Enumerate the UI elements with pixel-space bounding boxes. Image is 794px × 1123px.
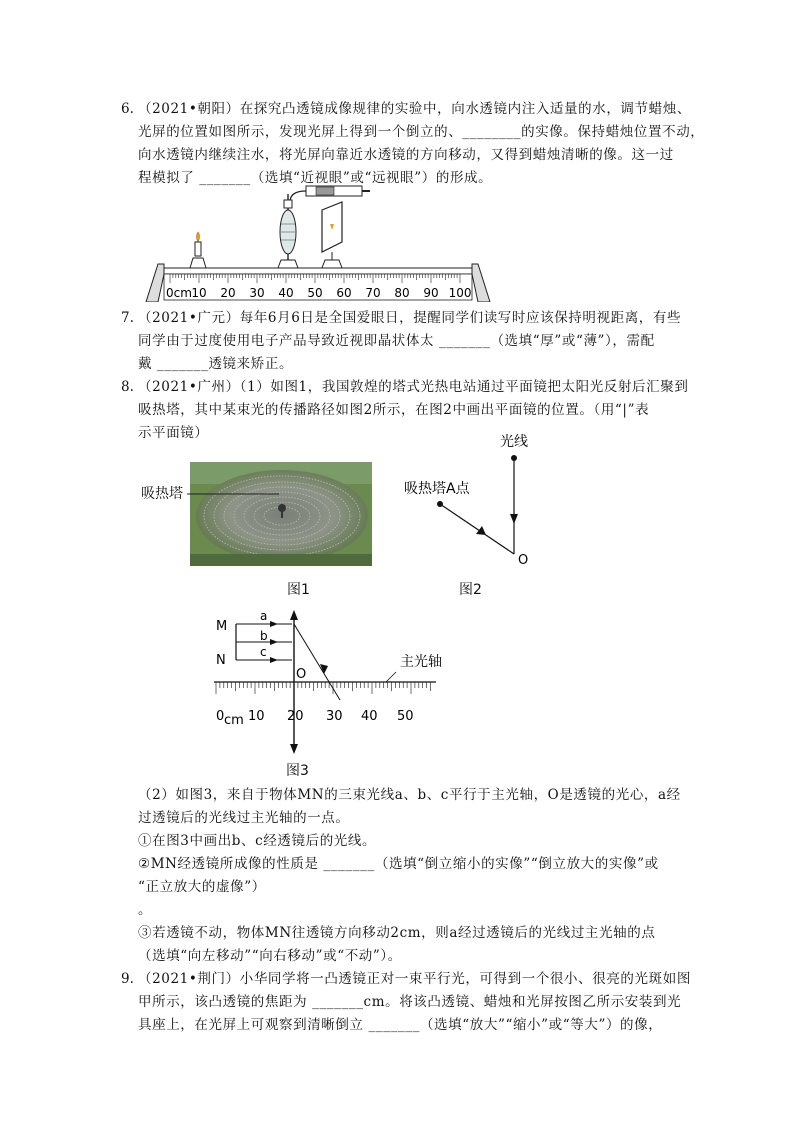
fig2-tower-label: 吸热塔A点 xyxy=(404,481,470,497)
fig3-cm: cm xyxy=(224,713,244,728)
fig3-b-label: b xyxy=(260,629,268,643)
q8-line-1: （2021•广州）（1）如图1，我国敦煌的塔式光热电站通过平面镜把太阳光反射后汇聚到 xyxy=(138,379,689,395)
q8-part2-line-8: （选填“向左移动”“向右移动”或“不动”）。 xyxy=(138,948,402,964)
fig1-tower-label: 吸热塔 xyxy=(141,486,183,502)
bench-label: 90 xyxy=(423,286,439,300)
fig3-10: 10 xyxy=(248,709,265,724)
bench-label: 70 xyxy=(365,286,381,300)
figure-2-ray-diagram xyxy=(400,430,550,570)
q7-line-2: 同学由于过度使用电子产品导致近视即晶状体太 _______（选填“厚”或“薄”），需配 xyxy=(138,333,655,349)
bench-label: 20 xyxy=(220,286,236,300)
bench-label: 60 xyxy=(336,286,352,300)
fig3-m-label: M xyxy=(216,619,228,634)
q9-line-2: 甲所示，该凸透镜的焦距为 _______cm。将该凸透镜、蜡烛和光屏按图乙所示安装到光 xyxy=(138,994,682,1010)
fig3-caption: 图3 xyxy=(286,763,309,779)
q8-part2-line-1: （2）如图3，来自于物体MN的三束光线a、b、c平行于主光轴，O是透镜的光心，a经 xyxy=(138,787,681,803)
bench-label: 100 xyxy=(448,286,472,300)
light-screen-icon xyxy=(322,202,342,268)
fig2-o-label: O xyxy=(518,553,529,568)
fig3-20: 20 xyxy=(287,709,304,724)
fig2-ray-label: 光线 xyxy=(500,434,528,450)
water-lens-icon xyxy=(278,194,298,268)
bench-label: 50 xyxy=(307,286,323,300)
q8-part2-line-4: ②MN经透镜所成像的性质是 _______（选填“倒立缩小的实像”“倒立放大的实像”或 xyxy=(138,856,659,872)
fig2-caption: 图2 xyxy=(459,582,482,598)
q8-part2-line-7: ③若透镜不动，物体MN往透镜方向移动2cm，则a经过透镜后的光线过主光轴的点 xyxy=(138,925,656,941)
candle-icon xyxy=(190,232,206,268)
fig3-50: 50 xyxy=(397,709,414,724)
syringe-icon xyxy=(290,186,370,202)
question-6-number: 6. xyxy=(121,101,134,117)
fig3-o-label: O xyxy=(296,667,307,682)
fig3-40: 40 xyxy=(361,709,378,724)
fig3-n-label: N xyxy=(216,653,226,668)
solar-field-photo xyxy=(190,462,372,566)
fig3-30: 30 xyxy=(326,709,343,724)
q8-part2-line-3: ①在图3中画出b、c经透镜后的光线。 xyxy=(138,833,377,849)
bench-label: 80 xyxy=(394,286,410,300)
fig3-a-label: a xyxy=(260,609,268,623)
question-8-number: 8. xyxy=(121,379,134,395)
q7-line-1: （2021•广元）每年6月6日是全国爱眼日，提醒同学们读写时应该保持明视距离，有些 xyxy=(138,310,682,326)
q9-line-1: （2021•荆门）小华同学将一凸透镜正对一束平行光，可得到一个很小、很亮的光斑如图 xyxy=(138,971,691,987)
fig1-leader-line xyxy=(185,486,285,506)
fig3-axis-label: 主光轴 xyxy=(400,654,442,670)
q9-line-3: 具座上，在光屏上可观察到清晰倒立 _______（选填“放大”“缩小”或“等大”）的像， xyxy=(138,1017,663,1033)
question-9-number: 9. xyxy=(121,971,134,987)
bench-label: 40 xyxy=(278,286,294,300)
fig3-zero: 0 xyxy=(216,709,225,724)
q6-line-3: 向水透镜内继续注水，将光屏向靠近水透镜的方向移动，又得到蜡烛清晰的像。这一过 xyxy=(138,147,674,163)
q8-part2-line-2: 过透镜后的光线过主光轴的一点。 xyxy=(138,810,350,826)
q7-line-3: 戴 _______透镜来矫正。 xyxy=(138,356,294,372)
fig3-c-label: c xyxy=(260,645,267,659)
q6-line-1: （2021•朝阳）在探究凸透镜成像规律的实验中，向水透镜内注入适量的水，调节蜡烛、 xyxy=(138,101,691,117)
q6-line-4: 程模拟了 _______（选填“近视眼”或“远视眼”）的形成。 xyxy=(138,170,493,186)
fig1-caption: 图1 xyxy=(287,582,310,598)
bench-label: 10 xyxy=(191,286,207,300)
q8-line-2: 吸热塔，其中某束光的传播路径如图2所示，在图2中画出平面镜的位置。（用“|”表 xyxy=(138,402,650,418)
bench-label: 0cm xyxy=(166,286,192,300)
q8-part2-line-6: 。 xyxy=(138,902,153,918)
q8-line-3: 示平面镜） xyxy=(138,425,209,441)
question-7-number: 7. xyxy=(121,310,134,326)
bench-label: 30 xyxy=(249,286,265,300)
q6-line-2: 光屏的位置如图所示，发现光屏上得到一个倒立的、________的实像。保持蜡烛位置不动， xyxy=(138,124,705,140)
optical-bench-figure xyxy=(138,180,498,302)
figure-3-lens-diagram xyxy=(210,606,442,756)
q8-part2-line-5: “正立放大的虚像”） xyxy=(138,879,266,895)
